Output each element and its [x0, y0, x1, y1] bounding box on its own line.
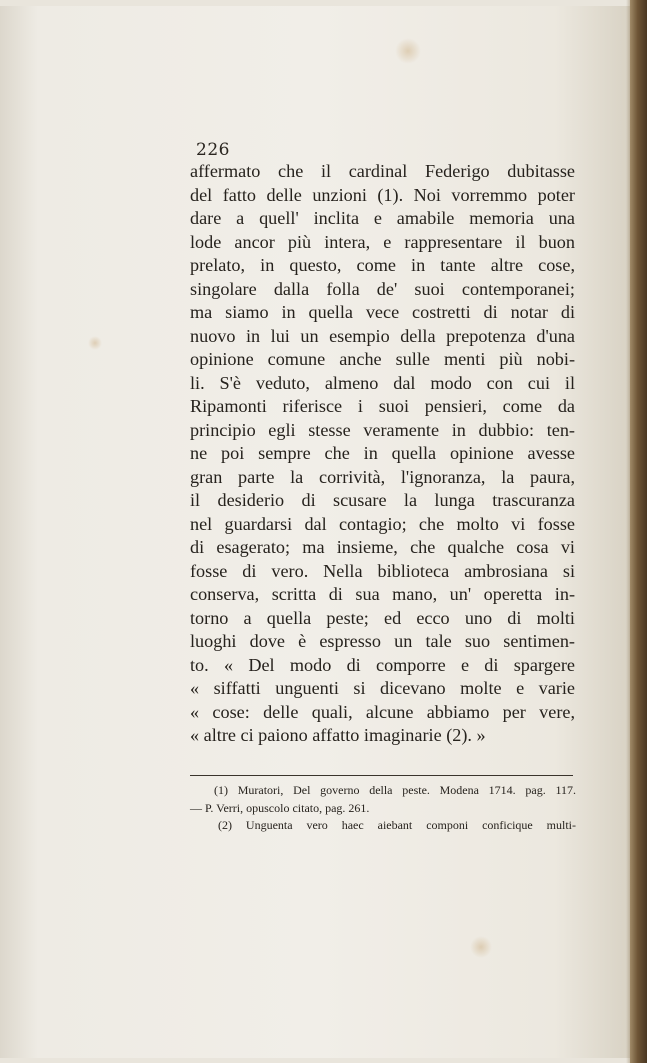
foxing-spot: [470, 936, 492, 958]
text-line: del fatto delle unzioni (1). Noi vorremmo poter: [190, 184, 575, 205]
text-line: Ripamonti riferisce i suoi pensieri, come da: [190, 396, 575, 416]
footnote-line: (1) Muratori, Del governo della peste. Modena 1714. pag. 117.: [214, 783, 576, 797]
text-line: affermato che il cardinal Federigo dubitasse: [190, 161, 575, 181]
text-line: di esagerato; ma insieme, che qualche cosa vi: [190, 537, 575, 557]
text-line: « siffatti unguenti si dicevano molte e varie: [190, 678, 575, 698]
page-number: 226: [196, 140, 230, 160]
text-line: torno a quella peste; ed ecco uno di molti: [190, 607, 575, 628]
foxing-spot: [395, 38, 421, 64]
text-line: principio egli stesse veramente in dubbio: ten-: [190, 419, 575, 440]
text-line: luoghi dove è espresso un tale suo sentimen-: [190, 631, 575, 651]
text-line: ne poi sempre che in quella opinione avesse: [190, 443, 575, 463]
text-line: opinione comune anche sulle menti più nobi-: [190, 349, 575, 369]
footnotes: [190, 782, 576, 835]
body-text: [190, 160, 575, 748]
foxing-spot: [88, 336, 102, 350]
text-line: dare a quell' inclita e amabile memoria una: [190, 208, 575, 228]
footnote-rule: [190, 775, 573, 776]
footnote-line: — P. Verri, opuscolo citato, pag. 261.: [190, 800, 370, 815]
text-line: il desiderio di scusare la lunga trascuranza: [190, 490, 575, 510]
text-line: fosse di vero. Nella biblioteca ambrosiana si: [190, 560, 575, 581]
text-line: prelato, in questo, come in tante altre cose,: [190, 255, 575, 275]
text-line: nuovo in lui un esempio della prepotenza d'una: [190, 325, 575, 346]
text-line: singolare dalla folla de' suoi contemporanei;: [190, 278, 575, 299]
text-line: conserva, scritta di sua mano, un' operetta in-: [190, 584, 575, 604]
text-line: gran parte la corrività, l'ignoranza, la paura,: [190, 466, 575, 487]
text-line: to. « Del modo di comporre e di spargere: [190, 654, 575, 675]
text-line: li. S'è veduto, almeno dal modo con cui il: [190, 372, 575, 393]
book-spine-edge: [630, 0, 647, 1063]
text-line: nel guardarsi dal contagio; che molto vi fosse: [190, 513, 575, 534]
text-line: ma siamo in quella vece costretti di notar di: [190, 302, 575, 322]
footnote-line: (2) Unguenta vero haec aiebant componi conficique multi-: [218, 818, 576, 832]
text-line: « altre ci paiono affatto imaginarie (2). »: [190, 725, 486, 745]
text-line: « cose: delle quali, alcune abbiamo per vere,: [190, 701, 575, 722]
text-line: lode ancor più intera, e rappresentare il buon: [190, 231, 575, 252]
